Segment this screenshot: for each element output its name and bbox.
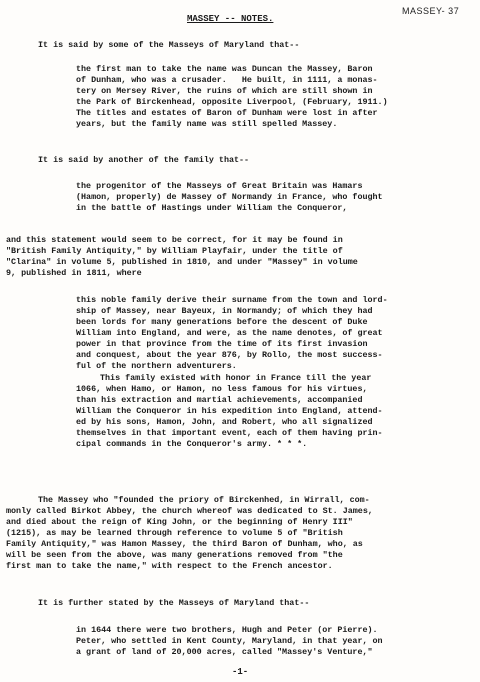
text-line: It is further stated by the Masseys of Maryland that-- xyxy=(38,598,310,608)
text-line: the Park of Birckenhead, opposite Liverpool, (February, 1911.) xyxy=(76,97,388,107)
text-line: It is said by another of the family that-- xyxy=(38,155,250,165)
text-line: power in that province from the time of its first invasion xyxy=(76,339,368,349)
text-line: ship of Massey, near Bayeux, in Normandy; of which they had xyxy=(76,306,373,316)
text-line: will be seen from the above, was many generations removed from "the xyxy=(6,550,343,560)
text-line: 9, published in 1811, where xyxy=(6,268,142,278)
text-line: the first man to take the name was Duncan the Massey, Baron xyxy=(76,64,373,74)
text-line: and conquest, about the year 876, by Rollo, the most success- xyxy=(76,350,383,360)
text-line: ful of the northern adventurers. xyxy=(76,361,237,371)
page-number: -1- xyxy=(232,667,249,677)
text-line: The titles and estates of Baron of Dunham were lost in after xyxy=(76,108,378,118)
page-title: MASSEY -- NOTES. xyxy=(187,14,274,24)
text-line: years, but the family name was still spelled Massey. xyxy=(76,119,338,129)
text-line: the progenitor of the Masseys of Great Britain was Hamars xyxy=(76,181,363,191)
text-line: a grant of land of 20,000 acres, called "Massey's Venture," xyxy=(76,647,373,657)
text-line: It is said by some of the Masseys of Maryland that-- xyxy=(38,40,300,50)
text-line: monly called Birkot Abbey, the church whereof was dedicated to St. James, xyxy=(6,506,373,516)
text-line: and died about the reign of King John, or the beginning of Henry III" xyxy=(6,517,353,527)
text-line: Family Antiquity," was Hamon Massey, the third Baron of Dunham, who, as xyxy=(6,539,363,549)
text-line: and this statement would seem to be correct, for it may be found in xyxy=(6,235,343,245)
text-line: of Dunham, who was a crusader. He built, in 1111, a monas- xyxy=(76,75,378,85)
text-line: The Massey who "founded the priory of Birckenhed, in Wirrall, com- xyxy=(38,495,370,505)
text-line: (Hamon, properly) de Massey of Normandy in France, who fought xyxy=(76,192,383,202)
text-line: than his extraction and martial achievements, accompanied xyxy=(76,395,363,405)
text-line: "British Family Antiquity," by William Playfair, under the title of xyxy=(6,246,343,256)
text-line: this noble family derive their surname from the town and lord- xyxy=(76,295,388,305)
text-line: cipal commands in the Conqueror's army. * * *. xyxy=(76,439,308,449)
text-line: ed by his sons, Hamon, John, and Robert, who all signalized xyxy=(76,417,373,427)
text-line: William into England, and were, as the name denotes, of great xyxy=(76,328,383,338)
text-line: (1215), as may be learned through reference to volume 5 of "British xyxy=(6,528,343,538)
text-line: themselves in that important event, each of them having prin- xyxy=(76,428,383,438)
text-line: 1066, when Hamo, or Hamon, no less famous for his virtues, xyxy=(76,384,368,394)
text-line: first man to take the name," with respect to the French ancestor. xyxy=(6,561,333,571)
text-line: in 1644 there were two brothers, Hugh and Peter (or Pierre). xyxy=(76,625,378,635)
text-line: Peter, who settled in Kent County, Maryland, in that year, on xyxy=(76,636,383,646)
text-line: "Clarina" in volume 5, published in 1810, and under "Massey" in volume xyxy=(6,257,358,267)
handwritten-page-tag: MASSEY- 37 xyxy=(402,6,460,16)
text-line: William the Conqueror in his expedition into England, attend- xyxy=(76,406,383,416)
text-line: in the battle of Hastings under William the Conqueror, xyxy=(76,203,348,213)
text-line: This family existed with honor in France till the year xyxy=(100,373,372,383)
text-line: tery on Mersey River, the ruins of which are still shown in xyxy=(76,86,373,96)
text-line: been lords for many generations before the descent of Duke xyxy=(76,317,368,327)
